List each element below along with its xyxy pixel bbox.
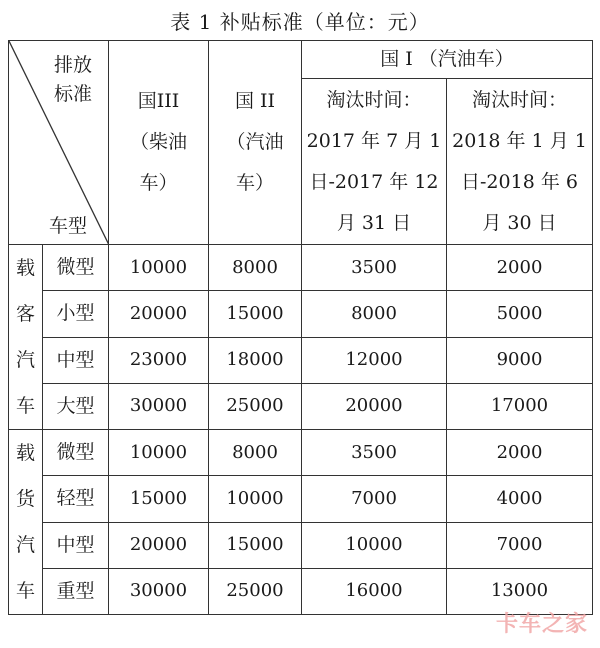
group-label-cargo: 载 货 汽 车 <box>9 430 43 615</box>
value-cell: 13000 <box>447 568 593 614</box>
header-guo2: 国 II （汽油 车） <box>209 41 302 245</box>
emission-standard-label: 排放 标准 <box>53 54 92 106</box>
table-row <box>9 430 593 476</box>
value-cell: 12000 <box>302 337 447 383</box>
table-row <box>9 383 593 429</box>
value-cell: 30000 <box>109 568 209 614</box>
vehicle-type: 轻型 <box>43 476 109 522</box>
watermark-logo: 卡车之家 <box>495 612 588 637</box>
group-label-passenger: 载 客 汽 车 <box>9 245 43 430</box>
table-row <box>9 245 593 291</box>
value-cell: 16000 <box>302 568 447 614</box>
value-cell: 20000 <box>302 383 447 429</box>
vehicle-type: 小型 <box>43 291 109 337</box>
vehicle-type: 微型 <box>43 430 109 476</box>
value-cell: 17000 <box>447 383 593 429</box>
table-caption: 表 1 补贴标准（单位：元） <box>170 10 430 34</box>
vehicle-type: 中型 <box>43 337 109 383</box>
subsidy-table <box>8 40 593 615</box>
table-row <box>9 291 593 337</box>
value-cell: 7000 <box>302 476 447 522</box>
value-cell: 2000 <box>447 430 593 476</box>
table-row <box>9 337 593 383</box>
value-cell: 4000 <box>447 476 593 522</box>
vehicle-type: 中型 <box>43 522 109 568</box>
value-cell: 7000 <box>447 522 593 568</box>
value-cell: 20000 <box>109 291 209 337</box>
header-guo3: 国III （柴油 车） <box>109 41 209 245</box>
value-cell: 20000 <box>109 522 209 568</box>
value-cell: 10000 <box>109 430 209 476</box>
value-cell: 15000 <box>109 476 209 522</box>
corner-header <box>9 41 109 245</box>
value-cell: 25000 <box>209 383 302 429</box>
value-cell: 30000 <box>109 383 209 429</box>
vehicle-type: 重型 <box>43 568 109 614</box>
value-cell: 15000 <box>209 291 302 337</box>
value-cell: 3500 <box>302 245 447 291</box>
header-guo1-2018: 淘汰时间： 2018 年 1 月 1 日-2018 年 6 月 30 日 <box>447 79 593 245</box>
value-cell: 5000 <box>447 291 593 337</box>
value-cell: 9000 <box>447 337 593 383</box>
header-guo1-group: 国 I （汽油车） <box>302 41 593 79</box>
value-cell: 25000 <box>209 568 302 614</box>
value-cell: 10000 <box>302 522 447 568</box>
vehicle-type: 微型 <box>43 245 109 291</box>
vehicle-type: 大型 <box>43 383 109 429</box>
table-row <box>9 522 593 568</box>
value-cell: 23000 <box>109 337 209 383</box>
value-cell: 18000 <box>209 337 302 383</box>
header-guo1-2017: 淘汰时间： 2017 年 7 月 1 日-2017 年 12 月 31 日 <box>302 79 447 245</box>
value-cell: 8000 <box>209 430 302 476</box>
value-cell: 3500 <box>302 430 447 476</box>
value-cell: 8000 <box>209 245 302 291</box>
value-cell: 10000 <box>209 476 302 522</box>
table-row <box>9 476 593 522</box>
value-cell: 10000 <box>109 245 209 291</box>
value-cell: 8000 <box>302 291 447 337</box>
vehicle-type-label: 车型 <box>49 215 88 237</box>
value-cell: 15000 <box>209 522 302 568</box>
value-cell: 2000 <box>447 245 593 291</box>
